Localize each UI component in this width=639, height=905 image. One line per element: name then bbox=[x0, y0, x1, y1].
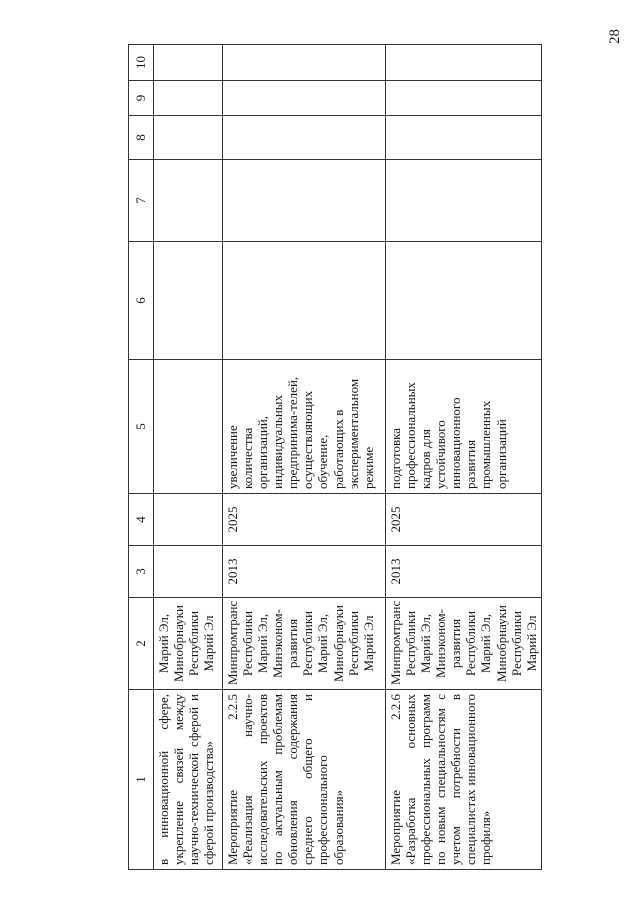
cell-empty bbox=[386, 160, 542, 242]
program-table bbox=[128, 44, 542, 870]
cell-start-year: 2013 bbox=[386, 546, 542, 598]
cell-start-year bbox=[154, 546, 223, 598]
cell-empty bbox=[154, 116, 223, 160]
cell-executor: Минпромтранс Республики Марий Эл, Минэконом-развития Республики Марий Эл, Минобрнауки Республики Марий Эл bbox=[386, 598, 542, 690]
cell-empty bbox=[154, 81, 223, 116]
cell-activity: Мероприятие 2.2.6 «Разработка основных профессиональных программ по новым специальностям с учетом потребности в специалистах инновационного профиля» bbox=[386, 690, 542, 870]
col-header-1: 1 bbox=[129, 690, 154, 870]
cell-start-year: 2013 bbox=[223, 546, 386, 598]
page-number: 28 bbox=[607, 29, 623, 44]
header-row bbox=[129, 45, 154, 870]
col-header-3: 3 bbox=[129, 546, 154, 598]
table-row bbox=[154, 45, 223, 870]
cell-empty bbox=[223, 116, 386, 160]
col-header-7: 7 bbox=[129, 160, 154, 242]
cell-empty bbox=[223, 45, 386, 81]
cell-result: увеличение количества организаций, индивидуальных предпринима-телей, осуществляющих обучение, работающих в экспериментальном режиме bbox=[223, 360, 386, 494]
cell-empty bbox=[154, 160, 223, 242]
cell-empty bbox=[223, 81, 386, 116]
cell-end-year: 2025 bbox=[223, 494, 386, 546]
cell-executor: Марий Эл, Минобрнауки Республики Марий Эл bbox=[154, 598, 223, 690]
cell-empty bbox=[154, 242, 223, 360]
cell-executor: Минпромтранс Республики Марий Эл, Минэконом-развития Республики Марий Эл, Минобрнауки Республики Марий Эл bbox=[223, 598, 386, 690]
cell-end-year: 2025 bbox=[386, 494, 542, 546]
col-header-4: 4 bbox=[129, 494, 154, 546]
col-header-8: 8 bbox=[129, 116, 154, 160]
cell-end-year bbox=[154, 494, 223, 546]
cell-empty bbox=[386, 116, 542, 160]
col-header-9: 9 bbox=[129, 81, 154, 116]
col-header-10: 10 bbox=[129, 45, 154, 81]
col-header-5: 5 bbox=[129, 360, 154, 494]
cell-activity: Мероприятие 2.2.5 «Реализация научно-исследовательских проектов по актуальным проблемам обновления содержания среднего общего и профессионального образования» bbox=[223, 690, 386, 870]
col-header-2: 2 bbox=[129, 598, 154, 690]
cell-empty bbox=[386, 45, 542, 81]
cell-empty bbox=[386, 81, 542, 116]
cell-empty bbox=[386, 242, 542, 360]
cell-empty bbox=[223, 242, 386, 360]
cell-result: подготовка профессиональных кадров для устойчивого инновационного развития промышленных организаций bbox=[386, 360, 542, 494]
table-row bbox=[223, 45, 386, 870]
cell-empty bbox=[223, 160, 386, 242]
cell-activity: в инновационной сфере, укрепление связей между научно-технической сферой и сферой производства» bbox=[154, 690, 223, 870]
table-row bbox=[386, 45, 542, 870]
col-header-6: 6 bbox=[129, 242, 154, 360]
cell-result bbox=[154, 360, 223, 494]
cell-empty bbox=[154, 45, 223, 81]
